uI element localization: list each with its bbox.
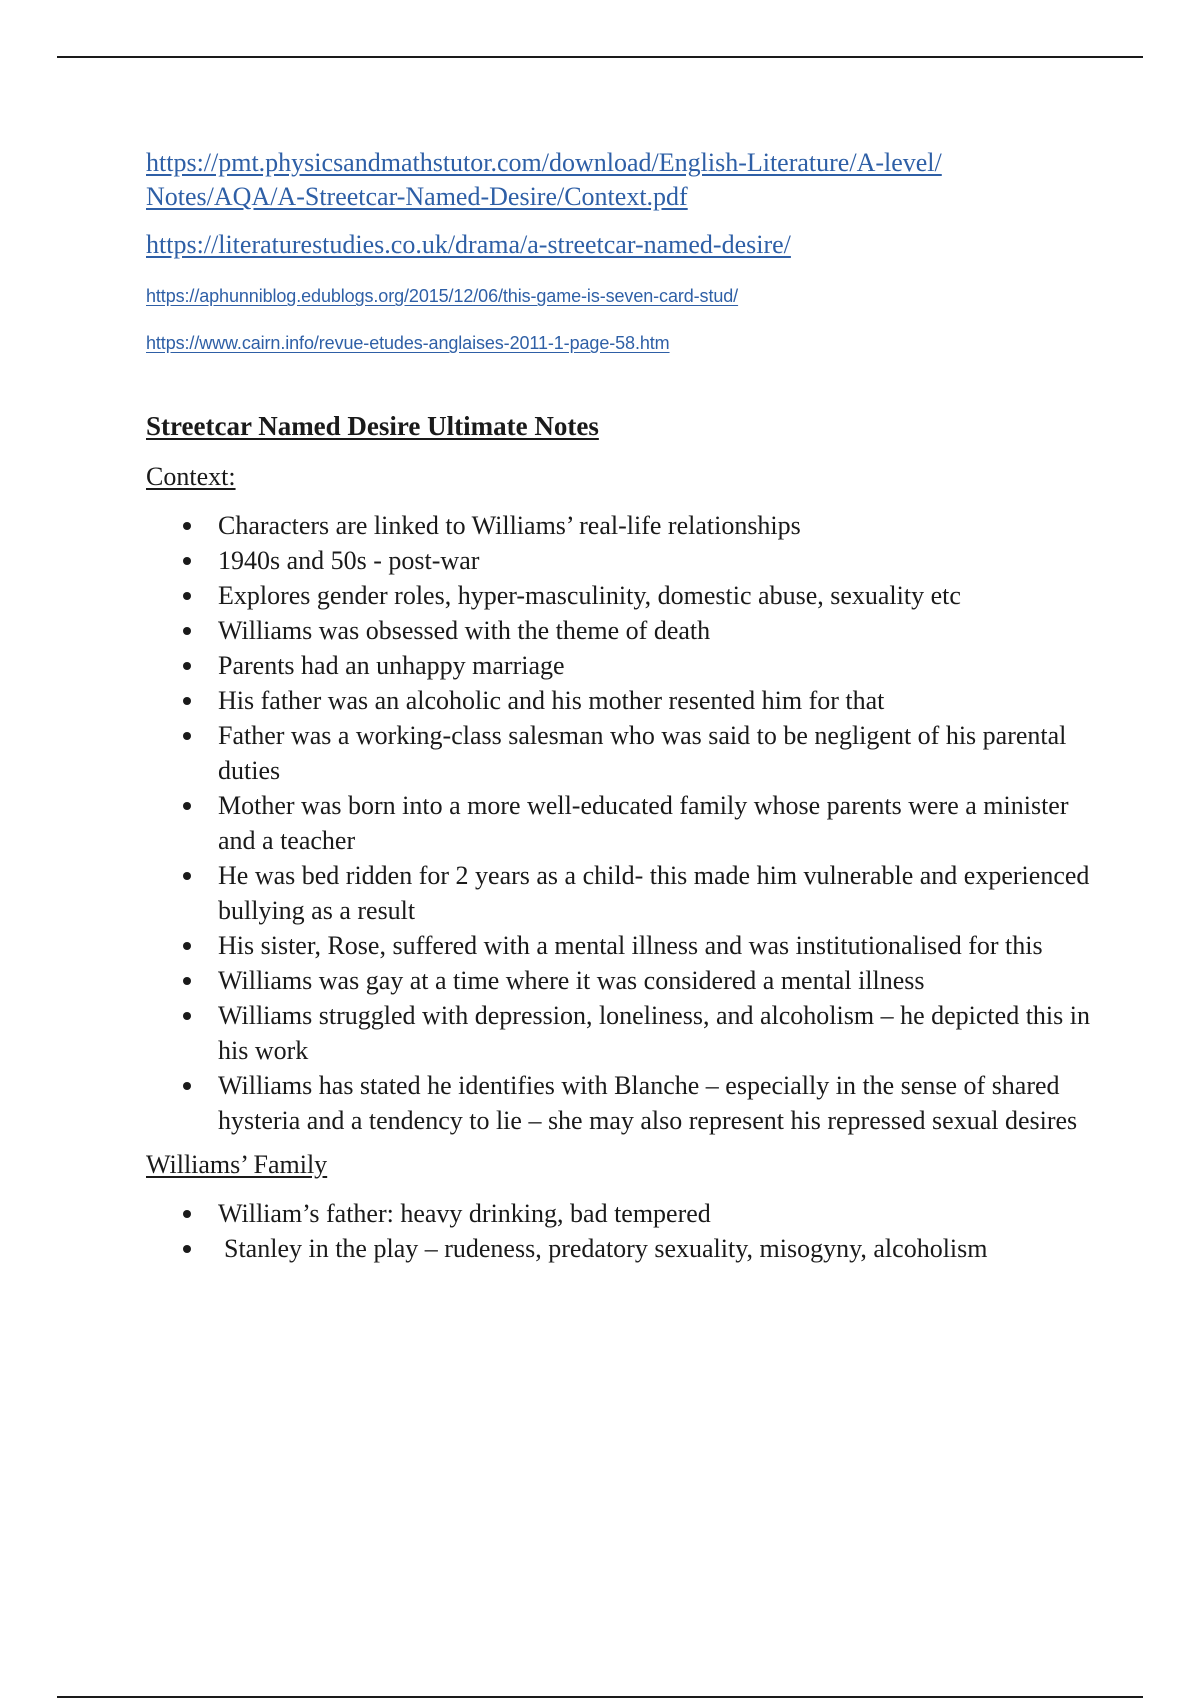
bullet-icon [183, 942, 191, 950]
list-item: Explores gender roles, hyper-masculinity, domestic abuse, sexuality etc [146, 578, 1096, 613]
list-item: Williams struggled with depression, loneliness, and alcoholism – he depicted this in his work [146, 998, 1096, 1068]
bullet-icon [183, 977, 191, 985]
bullet-icon [183, 1012, 191, 1020]
link-pmt-line-1: https://pmt.physicsandmathstutor.com/download/English-Literature/A-level/ [146, 148, 942, 177]
header-rule [57, 56, 1143, 58]
document-body [146, 146, 1096, 1266]
link-literaturestudies[interactable]: https://literaturestudies.co.uk/drama/a-streetcar-named-desire/ [146, 230, 791, 259]
bullet-icon [183, 872, 191, 880]
list-item: 1940s and 50s - post-war [146, 543, 1096, 578]
list-item: Williams was obsessed with the theme of death [146, 613, 1096, 648]
link-pmt-context-pdf[interactable] [146, 146, 1096, 214]
bullet-icon [183, 1082, 191, 1090]
family-heading: Williams’ Family [146, 1150, 328, 1179]
list-item: William’s father: heavy drinking, bad tempered [146, 1196, 1096, 1231]
bullet-icon [183, 557, 191, 565]
list-item: Stanley in the play – rudeness, predatory sexuality, misogyny, alcoholism [146, 1231, 1096, 1266]
link-pmt-line-2: Notes/AQA/A-Streetcar-Named-Desire/Context.pdf [146, 182, 688, 211]
list-item: Parents had an unhappy marriage [146, 648, 1096, 683]
bullet-icon [183, 592, 191, 600]
list-item: Mother was born into a more well-educated family whose parents were a minister and a teacher [146, 788, 1096, 858]
bullet-icon [183, 522, 191, 530]
link-cairn[interactable]: https://www.cairn.info/revue-etudes-anglaises-2011-1-page-58.htm [146, 333, 670, 353]
bullet-icon [183, 1210, 191, 1218]
family-list [146, 1196, 1096, 1266]
footer-rule [57, 1696, 1143, 1698]
list-item: Williams was gay at a time where it was considered a mental illness [146, 963, 1096, 998]
context-heading: Context: [146, 462, 236, 491]
list-item: Williams has stated he identifies with Blanche – especially in the sense of shared hysteria and a tendency to lie – she may also represent his repressed sexual desires [146, 1068, 1096, 1138]
list-item: Characters are linked to Williams’ real-life relationships [146, 508, 1096, 543]
bullet-icon [183, 1245, 191, 1253]
link-aphunniblog[interactable]: https://aphunniblog.edublogs.org/2015/12/06/this-game-is-seven-card-stud/ [146, 286, 739, 306]
list-item: His sister, Rose, suffered with a mental illness and was institutionalised for this [146, 928, 1096, 963]
list-item: His father was an alcoholic and his mother resented him for that [146, 683, 1096, 718]
bullet-icon [183, 697, 191, 705]
list-item: He was bed ridden for 2 years as a child- this made him vulnerable and experienced bullying as a result [146, 858, 1096, 928]
list-item: Father was a working-class salesman who was said to be negligent of his parental duties [146, 718, 1096, 788]
document-title: Streetcar Named Desire Ultimate Notes [146, 411, 599, 441]
bullet-icon [183, 662, 191, 670]
context-list [146, 508, 1096, 1138]
bullet-icon [183, 802, 191, 810]
bullet-icon [183, 732, 191, 740]
bullet-icon [183, 627, 191, 635]
